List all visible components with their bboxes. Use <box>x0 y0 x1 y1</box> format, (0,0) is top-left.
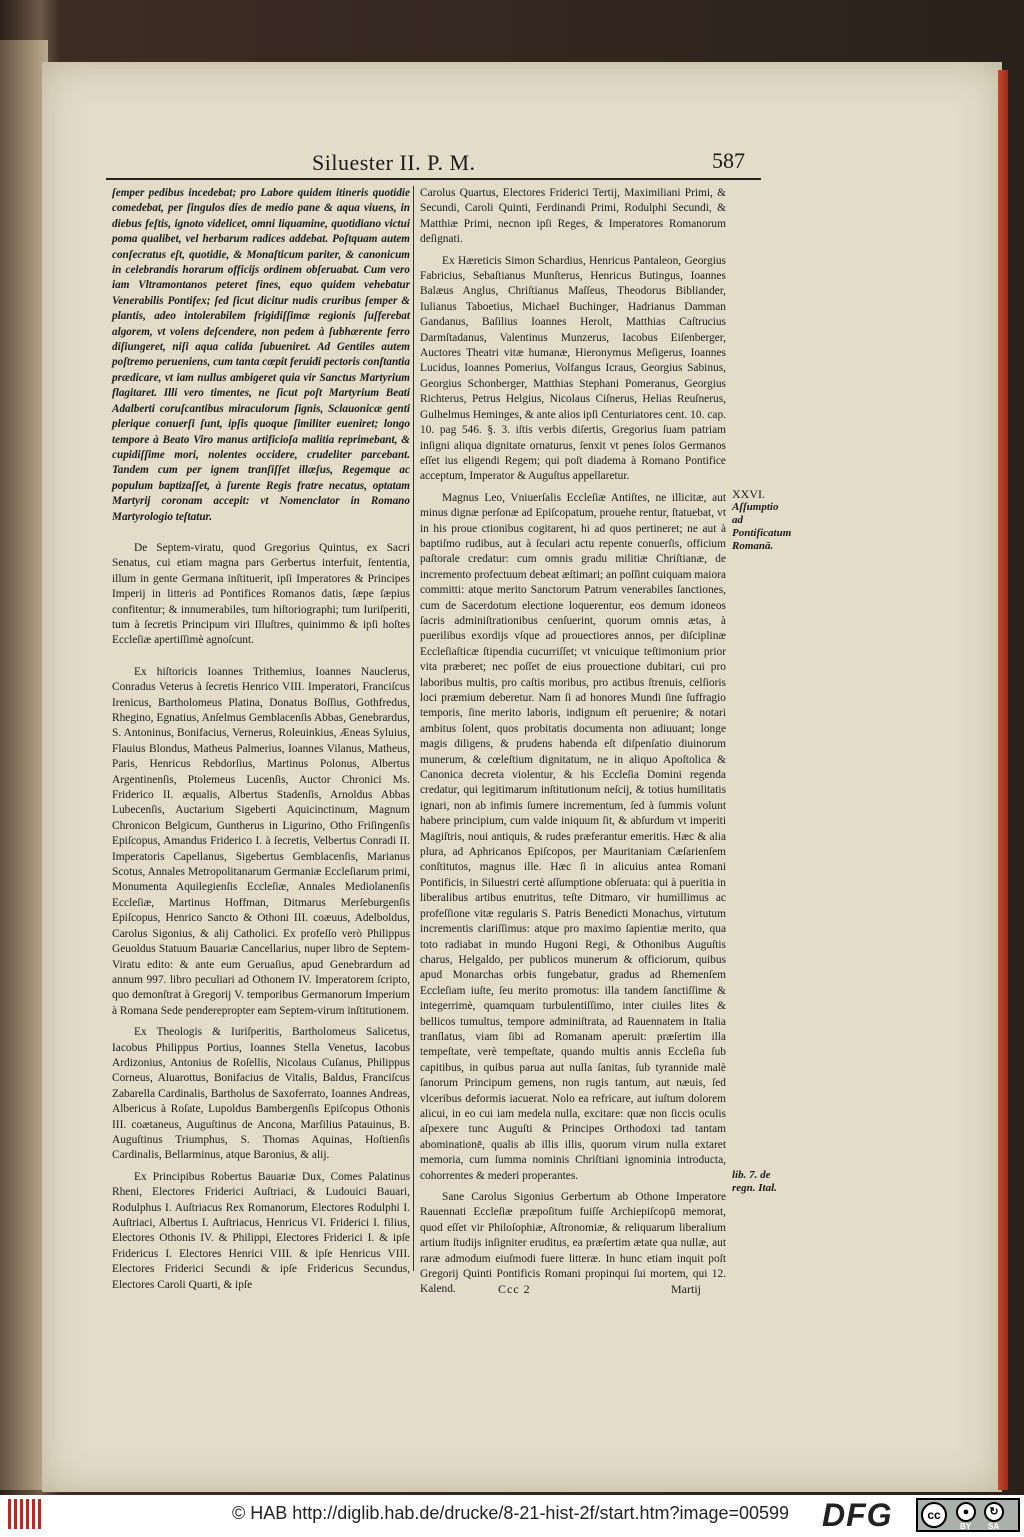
column-divider <box>413 186 414 1271</box>
right-paragraph-1: Carolus Quartus, Electores Friderici Tertij, Maximiliani Primi, & Secundi, Caroli Quinti, Ferdinandi Primi, Rodulphi Secundi, & Matthiæ Primi, necnon ipſi Reges, & Imperatores Romanorum deſignati. <box>420 187 726 246</box>
hab-logo-icon[interactable] <box>8 1499 46 1529</box>
left-paragraph-1: ſemper pedibus incedebat; pro Labore quidem itineris quotidie comedebat, per ſingulos dies de medio pane & aqua viuens, in diebus feſtis, ignoto videlicet, omni liquamine, quotidiano victui poma qualibet, vel herbarum radices addebat. Poſtquam autem conſecratus eſt, quotidie, & Monaſticum pariter, & canonicum in celebrandis horarum officijs ordinem obſeruabat. Cum vero iam Vltramontanos peteret fines, equo quidem vehebatur Venerabilis Pontifex; ſed ſicut dicitur nudis cruribus ſemper & plantis, adeo intolerabilem frigidiſſimæ regionis ſuſferebat algorem, vt volens deſcendere, non pedem à ſubhærente ferro diſiungeret, niſi aqua calida ſubueniret. Ad Gentiles autem poſtremo perueniens, cum tanta cœpit feruidi pectoris conſtantia prædicare, vt iam nullus ambigeret quia vir Sanctus Martyrium flagitaret. Illi vero timentes, ne ſicut poſt Martyrium Beati Adalberti coruſcantibus miraculorum ſignis, Sclauonicæ genti plerique conuerſi ſunt, ipſis quoque ſimiliter eueniret; longo tempore à Beato Viro manus artificioſa malitia reprimebant, & cupidiſſime mori, nolentes occidere, crudeliter parcebant. Tandem cum per ignem tranſiſſet illæſus, Regemque ac populum baptizaſſet, à ſurente Regis fratre necatus, optatam Martyrij coronam accepit: vt Nomenclator in Romano Martyrologio teſtatur. <box>112 187 410 523</box>
left-paragraph-2: De Septem-viratu, quod Gregorius Quintus, ex Sacri Senatus, cui etiam magna pars Gerbertus interfuit, ſententia, illum in gente Germana inſtituerit, ipſi Imperatores & Principes Imperij in litteris ad Pontifices Romanos datis, ſæpe ſæpius confitentur; & innumerabiles, tum hiſtoriographi; tum Iuriſperiti, tum à ſecretis Principum viri Illuſtres, quinimmo & ipſi hoſtes Eccleſiæ apertiſſimè agnoſcunt. <box>112 541 410 647</box>
left-column <box>112 186 410 1299</box>
dfg-logo[interactable]: DFG <box>822 1497 893 1533</box>
left-paragraph-3: Ex hiſtoricis Ioannes Trithemius, Ioannes Nauclerus, Conradus Veterus à ſecretis Henrico VIII. Imperatori, Franciſcus Irenicus, Bartholomeus Platina, Donatus Boſſius, Gothfredus, Rhegino, Egnatius, Anſelmus Gemblacenſis Abbas, Genebrardus, S. Antoninus, Bonifacius, Vernerus, Roleuinkius, Æneas Syluius, Flauius Blondus, Matheus Palmerius, Ioannes Vilanus, Matheus, Paris, Henricus Rebdorſius, Martinus Polonus, Albertus Argentinenſis, Ptolemeus Lucenſis, Auctor Chronici Ms. Friderico II. æqualis, Albertus Stadenſis, Arnoldus Abbas Lubecenſis, Auctarium Sigeberti Aquicinctinum, Magnum Chronicon Belgicum, Guntherus in Ligurino, Otho Friſingenſis Epiſcopus, Amandus Friderico I. à ſecretis, Velbertus Conradi II. Imperatoris Capellanus, Sigebertus Gemblacenſis, Marianus Scotus, Annales Metropolitanarum Germaniæ Eccleſiarum primi, Monumenta Aquilegienſis Eccleſiæ, Annales Mediolanenſis Eccleſiæ, Martinus Hoffman, Ditmarus Merſeburgenſis Epiſcopus, Henrico Sancto & Othoni III. coæuus, Adelboldus, Carolus Sigonius, & alij Catholici. Ex profeſſo verò Philippus Geuoldus Statuum Bauariæ Cancellarius, nuper libro de Septem-Viratu edito: & ante eum Geruaſius, apud Genebrardum ad annum 997. libro peculiari ad Othonem IV. Imperatorem ſcripto, quo demonſtrat à Gregorij V. temporibus Germanorum Imperium à Romana Sede penderepropter eam Septem-virum inſtitutionem. <box>112 665 410 1017</box>
right-paragraph-4: Sane Carolus Sigonius Gerbertum ab Othone Imperatore Rauennati Eccleſiæ præpoſitum fuiſſe Archiepiſcopū memorat, quod eſſet vir Philoſophiæ, Aſtronomiæ, & reliquarum liberalium artium ſtudijs inſigniter eruditus, ea præſertim ætate qua nullæ, aut raræ admodum eiuſmodi fuere litteræ. In hunc etiam inquit poſt Gregorij Quinti Pontificis Romani propinqui ſui mortem, qui 12. Kalend. <box>420 1191 726 1296</box>
right-column <box>420 186 726 1304</box>
right-paragraph-3: Magnus Leo, Vniuerſalis Eccleſiæ Antiſtes, ne illicitæ, aut minus dignæ perſonæ ad Epiſcopatum, prouehe rentur, ſtatuebat, vt in his proue ctionibus cogitarent, hi ad quos pertineret; ne aut à baptiſmo rudibus, aut à ſeculari actu repente conuerſis, officium paſtorale credatur: cum omnis gradu militiæ Chriſtianæ, de incremento profectuum debeat æſtimari; an poſſint cuiquam maiora committi: atque merito Sanctorum Patrum venerabiles ſanctiones, cum de Sacerdotum electione loquerentur, eos demum idoneos ſacris adminiſtrationibus cenſuerint, quorum omnis ætas, à puerilibus exordijs vſque ad prouectiores annos, per diſciplinæ Eccleſiaſticæ ſtipendia cucurriſſet; vt vnicuique teſtimonium prior vita præberet; nec poſſet de eius prouectione dubitari, cui pro laboribus multis, pro caſtis moribus, pro actibus ſtrenuis, celſioris loci præmium deberetur. Nam ſi ad honores Mundi ſine ſuffragio temporis, ſine merito laboris, indignum eſt peruenire; & notari ambitus ſolent, quos probitatis documenta non adiuuant; longe magis diligens, & prudens habenda eſt diſpenſatio diuinorum munerum, & cœleſtium dignitatum, ne in aliquo Apoſtolica & Canonica decreta violentur, & his Eccleſia Domini regenda credatur, qui legitimarum inſtitutionum neſcij, & totius humilitatis ignari, non ab infimis ſumere incrementum, ſed à ſummis volunt habere principium, cum valde iniquum ſit, & abſurdum vt imperiti Magiſtris, noui antiquis, & rudes præferantur emeritis. Hæc & alia plura, ad Aphricanos Epiſcopos, per Mauritaniam Cæſarienſem conſtitutos, magnus ille. Hæc ſi in alicuius antea Romani Pontificis, in Siluestri certè aſſumptione obſeruata: qui à pueritia in liberalibus artibus enutritus, teſte Ditmaro, vir humillimus ac profeſſione vitæ regularis S. Patris Benedicti Monachus, virtutum incrementis clariſſimus: atque pro maximo ſapientiæ merito, qua toto radiabat in mundo Hugoni Regi, & Othonibus Auguſtis charus, Helgaldo, per publicos munerum & officiorum, quibus apud Monarchas orbis fungebatur, gradus ad Rhemenſem Eccleſiam iuſte, ſeu merito promotus: illa tandem ſanctiſſime & integerrimè, quamquam turbulentiſſimo, inter ciuiles lites & bellicos tumultus, tempore adminiſtrata, ad Rauennatem in Italia tranſlatus, viam ſibi ad Romanam aperuit: præſertim illa tempeſtate, verè tempeſtate, quando multis annis Eccleſia ſub capitibus, in quibus parua aut nulla ſanitas, ſub tyrannide malè ſanorum Principum gemens, non rugis tantum, aut næuis, ſed vlceribus deformis iacuerat. Nolo ea refricare, aut iuſtum dolorem alicui, in eo cui iam medela nulla, excitare: quæ non ſiccis oculis aſpexere tunc Auguſti & Principes Orthodoxi tad tantam abominationē, qualis ab illis illis, quorum virum nulla extaret memoria, cum ſumma nominis Chriſtiani ignominia introducta, cohorrentes & mederi properantes. <box>420 491 726 1182</box>
share-alike-icon: ↻ <box>984 1502 1004 1522</box>
left-paragraph-5: Ex Principibus Robertus Bauariæ Dux, Comes Palatinus Rheni, Electores Friderici Auſtriaci, & Ludouici Bauari, Rodulphus I. Auſtriacus Rex Romanorum, Electores Rodulphi I. Auſtriaci, Albertus I. Auſtriacus, Henricus VI. Friderici I. filius, Electores Othonis IV. & Philippi, Electores Friderici I. & ipſe Fridericus I. Electores Henrici VIII. & ipſe Henricus VIII. Electores Friderici Secundi & ipſe Fridericus Secundus, Electores Caroli Quarti, & ipſe <box>112 1170 410 1291</box>
marginal-note-1 <box>732 487 792 553</box>
marginal-note-2: lib. 7. de regn. Ital. <box>732 1169 777 1194</box>
catchword: Martij <box>671 1282 701 1296</box>
image-credit-link[interactable]: © HAB http://diglib.hab.de/drucke/8-21-hist-2f/start.htm?image=00599 <box>232 1503 790 1523</box>
left-paragraph-4: Ex Theologis & Iuriſperitis, Bartholomeus Salicetus, Iacobus Philippus Portius, Ioannes Stella Venetus, Iacobus Ardizonius, Antonius de Roſellis, Nicolaus Cuſanus, Philippus Corneus, Aluarottus, Bonifacius de Vitalis, Baldus, Franciſcus Zabarella Cardinalis, Bartholus de Saxoferrato, Ioannes Andreas, Albericus à Roſate, Lupoldus Bambergenſis Epiſcopus Othonis III. coætaneus, Auguſtinus de Ancona, Marſilius Patauinus, B. Auguſtinus Triumphus, S. Thomas Aquinas, Hoſtienſis Cardinalis, Bellarminus, atque Baronius, & alij. <box>112 1026 410 1162</box>
marginal-text-1: Aſſumptio ad Pontificatum Romanā. <box>732 501 792 552</box>
marginal-number: XXVI. <box>732 487 765 501</box>
adjacent-page-edge <box>0 40 48 1490</box>
red-page-edge <box>998 70 1008 1490</box>
viewer-footer <box>0 1495 1024 1537</box>
signature-mark: Ccc 2 <box>498 1282 531 1296</box>
by-label: BY <box>960 1522 972 1531</box>
sa-label: SA <box>988 1522 1000 1531</box>
right-paragraph-2: Ex Hæreticis Simon Schardius, Henricus Pantaleon, Georgius Fabricius, Sebaſtianus Munſterus, Henricus Butingus, Ioannes Balæus Anglus, Chriſtianus Maſſeus, Theodorus Bibliander, Iulianus Taboetius, Michael Buchinger, Hadrianus Damman Gandanus, Baſilius Ioannes Herolt, Matthias Caſtrucius Darmſtadanus, Valentinus Munzerus, Iacobus Eiſenberger, Auctores Theatri vitæ humanæ, Hieronymus Meſigerus, Ioannes Lucidus, Ioannes Pomerius, Volfangus Icraus, Georgius Sabinus, Georgius Schonberger, Matthias Stephani Pomeranus, Georgius Richterus, Petrus Helgius, Nicolaus Ciſnerus, Helias Reuſnerus, Gulhelmus Heminges, & ante alios ipſi Centuriatores cent. 10. cap. 10. pag 546. §. 3. iſtis verbis diſertis, Gregorius ſuam patriam inſigni aliqua dignitate ornaturus, ſenxit vt penes ſolos Germanos eſſet ius eligendi Regem; qui poſt diadema à Romano Pontifice acceptum, Imperator & Auguſtus appellaretur. <box>420 254 726 483</box>
header-rule <box>106 178 761 180</box>
running-title: Siluester II. P. M. <box>312 150 476 175</box>
cc-icon: cc <box>921 1502 947 1528</box>
attribution-icon: ● <box>956 1502 976 1522</box>
page-number: 587 <box>712 148 745 173</box>
cc-license-badge[interactable] <box>916 1498 1020 1532</box>
